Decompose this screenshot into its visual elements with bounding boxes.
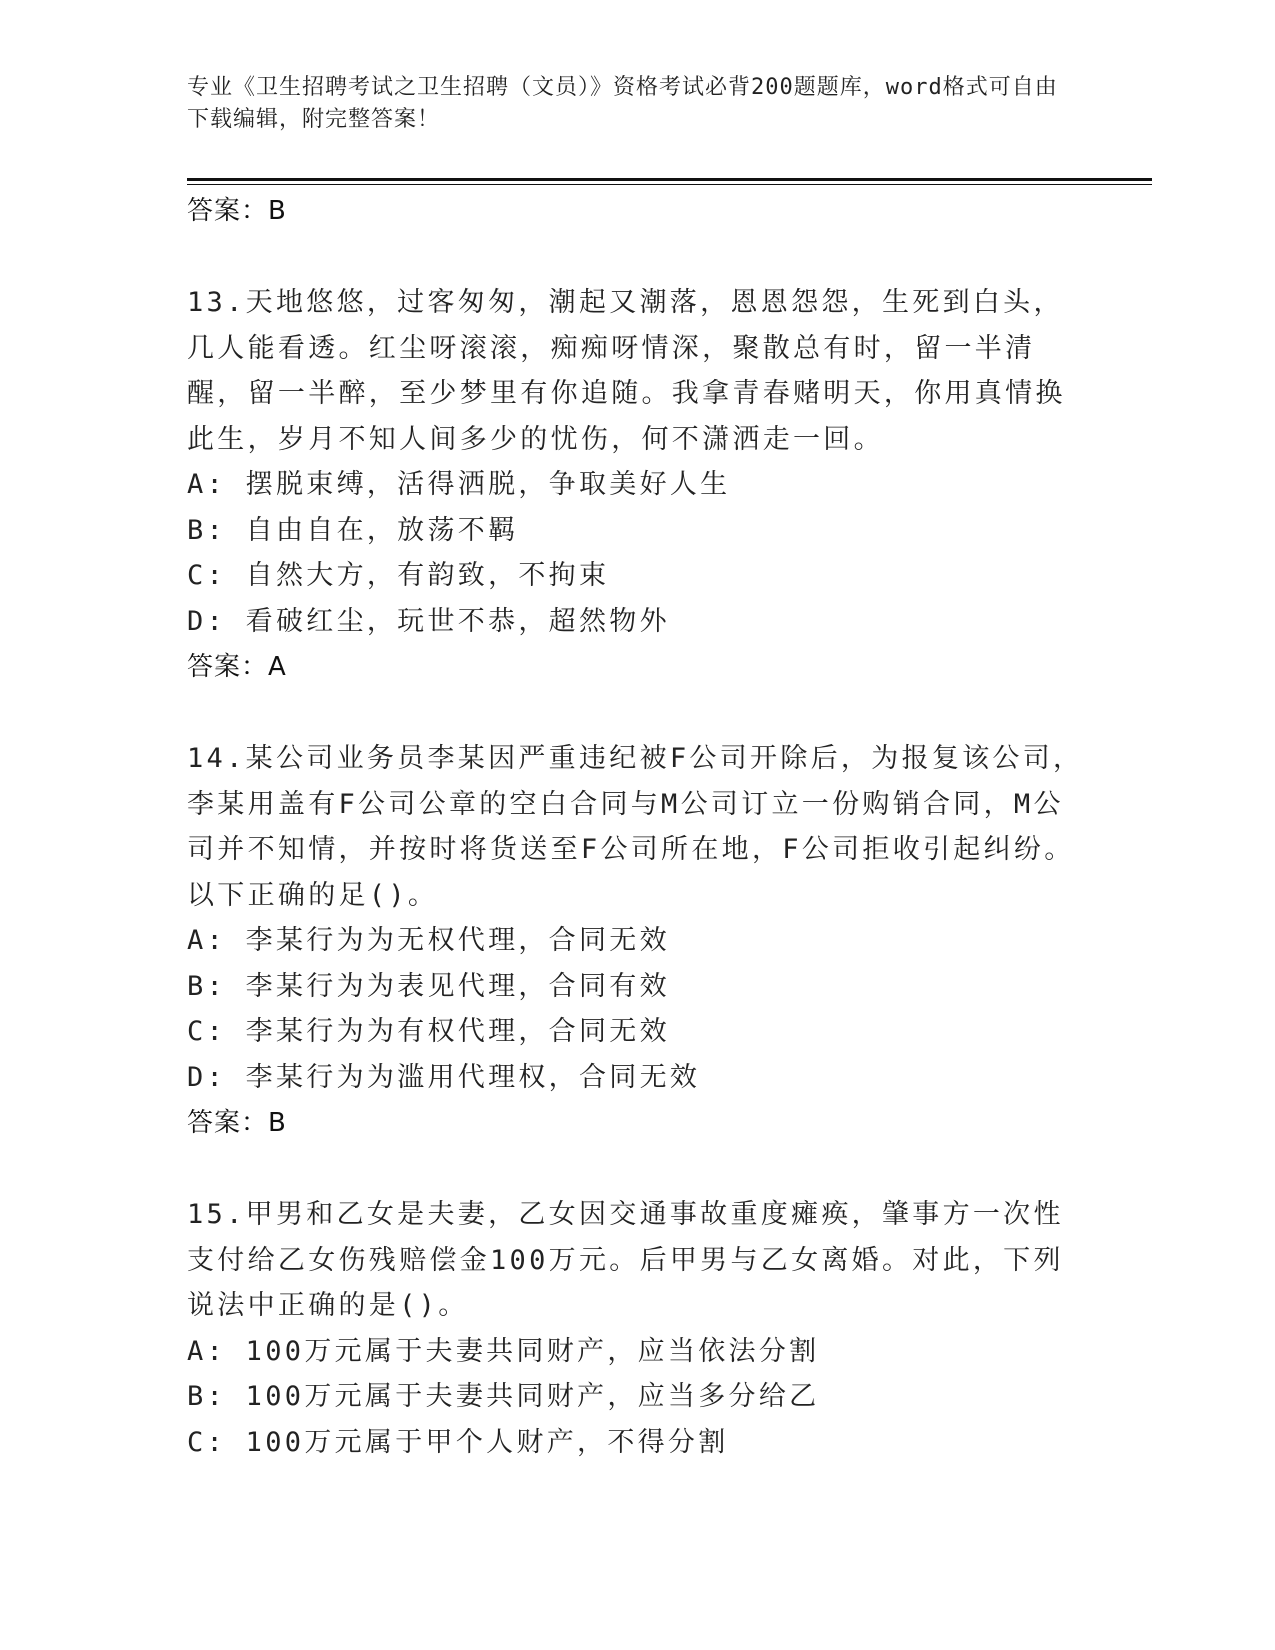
option-d: D: 看破红尘，玩世不恭，超然物外 — [187, 605, 670, 637]
option-a: A: 李某行为为无权代理，合同无效 — [187, 925, 670, 956]
header-rule-thin — [187, 184, 1152, 185]
option-a: A: 摆脱束缚，活得洒脱，争取美好人生 — [187, 469, 731, 500]
question-stem: 14.某公司业务员李某因严重违纪被F公司开除后，为报复该公司，李某用盖有F公司公章的空白合同与M公司订立一份购销合同，M公司并不知情，并按时将货送至F公司所在地，F公司拒收引起纠纷。以下正确的足()。 — [187, 743, 1084, 911]
question-stem: 15.甲男和乙女是夫妻，乙女因交通事故重度瘫痪，肇事方一次性支付给乙女伤残赔偿金100万元。后甲男与乙女离婚。对此，下列说法中正确的是()。 — [187, 1199, 1064, 1321]
option-b: B: 李某行为为表见代理，合同有效 — [187, 970, 670, 1002]
answer-line: 答案：B — [187, 196, 287, 226]
option-d: D: 李某行为为滥用代理权，合同无效 — [187, 1061, 701, 1093]
option-c: C: 自然大方，有韵致，不拘束 — [187, 560, 610, 591]
document-header: 专业《卫生招聘考试之卫生招聘（文员）》资格考试必背200题题库，word格式可自由下载编辑，附完整答案！ — [187, 75, 1058, 132]
question-14 — [187, 736, 1087, 1146]
header-rule-thick — [187, 178, 1152, 181]
document-body — [187, 188, 1087, 1465]
option-b: B: 自由自在，放荡不羁 — [187, 514, 519, 546]
answer-line: 答案：B — [187, 1108, 287, 1138]
option-b: B: 100万元属于夫妻共同财产，应当多分给乙 — [187, 1381, 820, 1412]
option-c: C: 李某行为为有权代理，合同无效 — [187, 1016, 670, 1047]
option-a: A: 100万元属于夫妻共同财产，应当依法分割 — [187, 1335, 820, 1367]
question-13 — [187, 280, 1087, 690]
answer-line: 答案：A — [187, 652, 287, 682]
option-c: C: 100万元属于甲个人财产，不得分割 — [187, 1426, 729, 1458]
question-15 — [187, 1192, 1087, 1465]
question-stem: 13.天地悠悠，过客匆匆，潮起又潮落，恩恩怨怨，生死到白头，几人能看透。红尘呀滚滚，痴痴呀情深，聚散总有时，留一半清醒，留一半醉，至少梦里有你追随。我拿青春赌明天，你用真情换此生，岁月不知人间多少的忧伤，何不潇洒走一回。 — [187, 287, 1066, 455]
